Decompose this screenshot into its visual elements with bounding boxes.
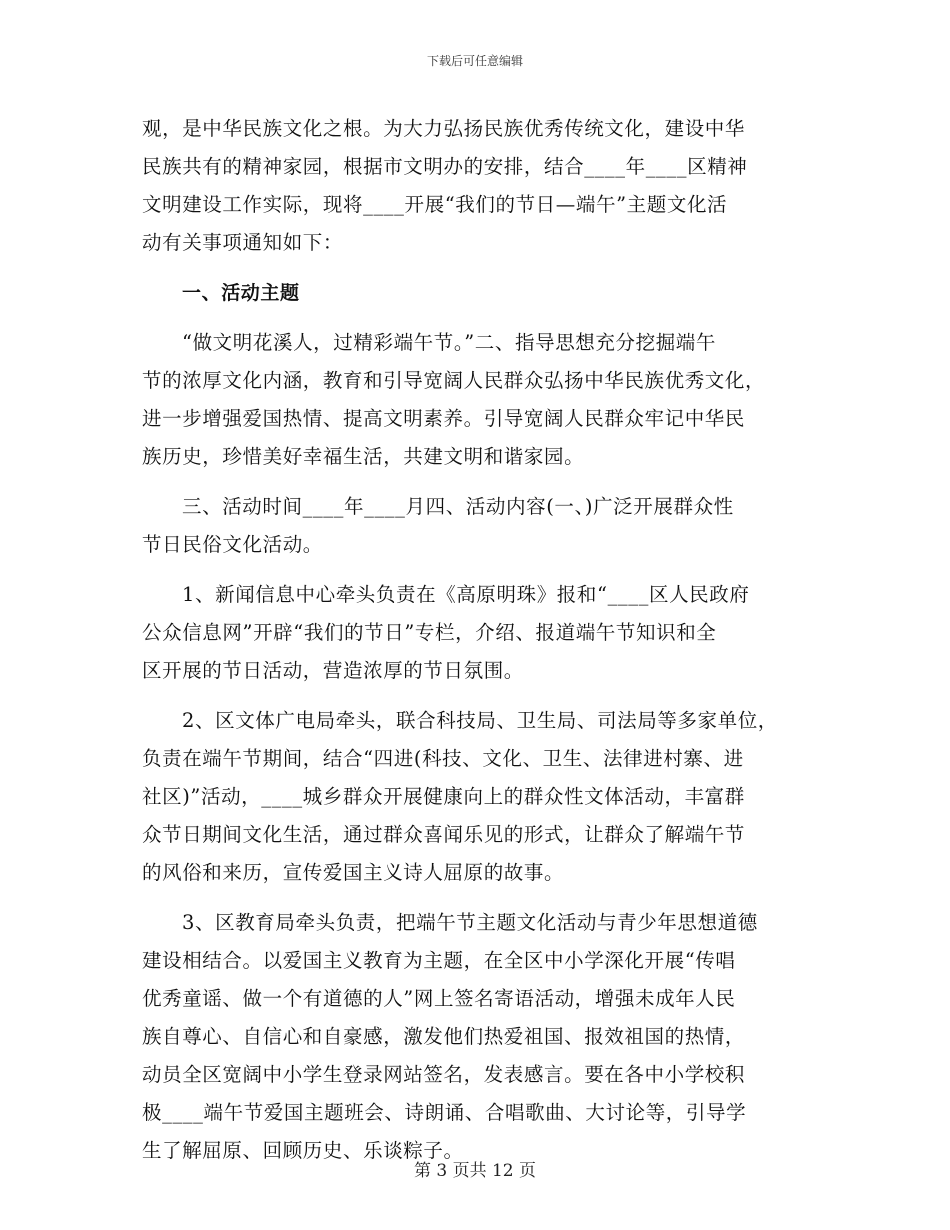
text-line: 建设相结合。以爱国主义教育为主题，在全区中小学深化开展“传唱 (142, 949, 736, 972)
paragraph-item-2 (142, 702, 812, 892)
paragraph-time (142, 488, 812, 564)
page-header: 下载后可任意编辑 (426, 54, 523, 68)
text-line: 文明建设工作实际，现将____开展“我们的节日—端午”主题文化活 (142, 193, 728, 216)
text-line: 动有关事项通知如下： (142, 231, 344, 254)
text-line: 族历史，珍惜美好幸福生活，共建文明和谐家园。 (142, 445, 585, 468)
text-line: 族自尊心、自信心和自豪感，激发他们热爱祖国、报效祖国的热情， (142, 1025, 746, 1048)
document-body (142, 110, 812, 1170)
text-line: 负责在端午节期间，结合“四进(科技、文化、卫生、法律进村寨、进 (142, 747, 744, 770)
text-line: 生了解屈原、回顾历史、乐谈粽子。 (142, 1139, 464, 1162)
text-line: “做文明花溪人，过精彩端午节。”二、指导思想充分挖掘端午 (182, 331, 716, 354)
paragraph-item-1 (142, 576, 812, 690)
page-footer: 第 3 页共 12 页 (413, 1161, 537, 1181)
text-line: 节日民俗文化活动。 (142, 533, 323, 556)
text-line: 观，是中华民族文化之根。为大力弘扬民族优秀传统文化，建设中华 (142, 117, 746, 140)
text-line: 极____端午节爱国主题班会、诗朗诵、合唱歌曲、大讨论等，引导学 (142, 1101, 747, 1124)
text-line: 三、活动时间____年____月四、活动内容(一、)广泛开展群众性 (182, 495, 734, 518)
text-line: 区开展的节日活动，营造浓厚的节日氛围。 (142, 659, 524, 682)
paragraph-item-3 (142, 904, 812, 1170)
text-line: 公众信息网”开辟“我们的节日”专栏，介绍、报道端午节知识和全 (142, 621, 717, 644)
paragraph-theme (142, 324, 812, 476)
text-line: 动员全区宽阔中小学生登录网站签名，发表感言。要在各中小学校积 (142, 1063, 746, 1086)
section-heading: 一、活动主题 (182, 282, 300, 304)
text-line: 2、区文体广电局牵头，联合科技局、卫生局、司法局等多家单位， (182, 709, 778, 732)
text-line: 的风俗和来历，宣传爱国主义诗人屈原的故事。 (142, 861, 565, 884)
paragraph-intro (142, 110, 812, 262)
text-line: 民族共有的精神家园，根据市文明办的安排，结合____年____区精神 (142, 155, 748, 178)
text-line: 众节日期间文化生活，通过群众喜闻乐见的形式，让群众了解端午节 (142, 823, 746, 846)
text-line: 社区)”活动，____城乡群众开展健康向上的群众性文体活动，丰富群 (142, 785, 745, 808)
text-line: 进一步增强爱国热情、提高文明素养。引导宽阔人民群众牢记中华民 (142, 407, 746, 430)
text-line: 1、新闻信息中心牵头负责在《高原明珠》报和“____区人民政府 (182, 583, 750, 606)
text-line: 优秀童谣、做一个有道德的人”网上签名寄语活动，增强未成年人民 (142, 987, 736, 1010)
text-line: 3、区教育局牵头负责，把端午节主题文化活动与青少年思想道德 (182, 911, 758, 934)
text-line: 节的浓厚文化内涵，教育和引导宽阔人民群众弘扬中华民族优秀文化， (142, 369, 766, 392)
